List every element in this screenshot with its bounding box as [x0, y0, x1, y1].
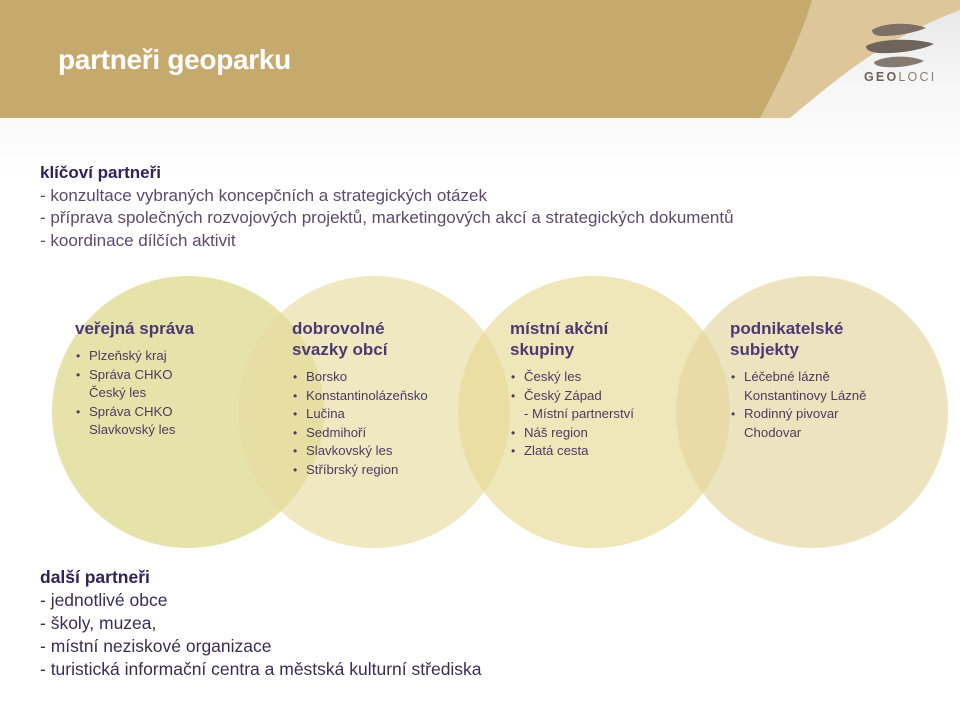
other-partners-heading: další partneři: [40, 567, 150, 587]
group-business-entities: [730, 318, 930, 442]
group-title: místní akční skupiny: [510, 319, 609, 359]
group-title: dobrovolné svazky obcí: [292, 319, 388, 359]
other-partners-line: - místní neziskové organizace: [40, 636, 272, 656]
other-partners-line: - jednotlivé obce: [40, 590, 168, 610]
list-item: • Plzeňský kraj: [75, 347, 245, 366]
list-item: Chodovar: [744, 424, 802, 440]
key-partners-line: - konzultace vybraných koncepčních a strategických otázek: [40, 185, 487, 205]
other-partners-line: - školy, muzea,: [40, 613, 157, 633]
list-item: Konstantinovy Lázně: [744, 387, 867, 403]
list-item: • Lučina: [292, 405, 472, 424]
group-list: [730, 368, 930, 442]
list-item: • Náš region: [510, 424, 690, 443]
list-item: • Zlatá cesta: [510, 442, 690, 461]
list-item: • Český Západ: [510, 387, 690, 406]
other-partners-section: [40, 566, 940, 681]
other-partners-line: - turistická informační centra a městská kulturní střediska: [40, 659, 482, 679]
list-item: Slavkovský les: [89, 422, 176, 437]
list-item: • Borsko: [292, 368, 472, 387]
group-local-action-groups: [510, 318, 690, 461]
list-item: Český les: [89, 385, 147, 400]
logo-wordmark: [864, 70, 940, 84]
group-title: podnikatelské subjekty: [730, 319, 844, 359]
list-item: • Správa CHKO: [75, 403, 245, 422]
list-item: • Konstantinolázeňsko: [292, 387, 472, 406]
slide-title: partneři geoparku: [58, 44, 291, 75]
list-item: • Stříbrský region: [292, 461, 472, 480]
key-partners-line: - koordinace dílčích aktivit: [40, 230, 236, 250]
group-list: [510, 368, 690, 461]
list-item: • Sedmihoří: [292, 424, 472, 443]
list-item: - Místní partnerství: [524, 406, 634, 421]
list-item: • Český les: [510, 368, 690, 387]
group-public-administration: [75, 318, 245, 440]
key-partners-heading: klíčoví partneři: [40, 163, 161, 182]
key-partners-line: - příprava společných rozvojových projektů, marketingových akcí a strategických dokumentů: [40, 208, 734, 227]
group-municipal-associations: [292, 318, 472, 479]
logo-wordmark-loci: LOCI: [898, 70, 937, 84]
logo-wordmark-geo: GEO: [864, 70, 899, 84]
group-title: veřejná správa: [75, 319, 195, 338]
list-item: • Rodinný pivovar: [730, 405, 930, 424]
key-partners-section: [40, 162, 940, 252]
list-item: • Léčebné lázně: [730, 368, 930, 387]
list-item: • Správa CHKO: [75, 366, 245, 385]
list-item: • Slavkovský les: [292, 442, 472, 461]
group-list: [292, 368, 472, 479]
group-list: [75, 347, 245, 440]
